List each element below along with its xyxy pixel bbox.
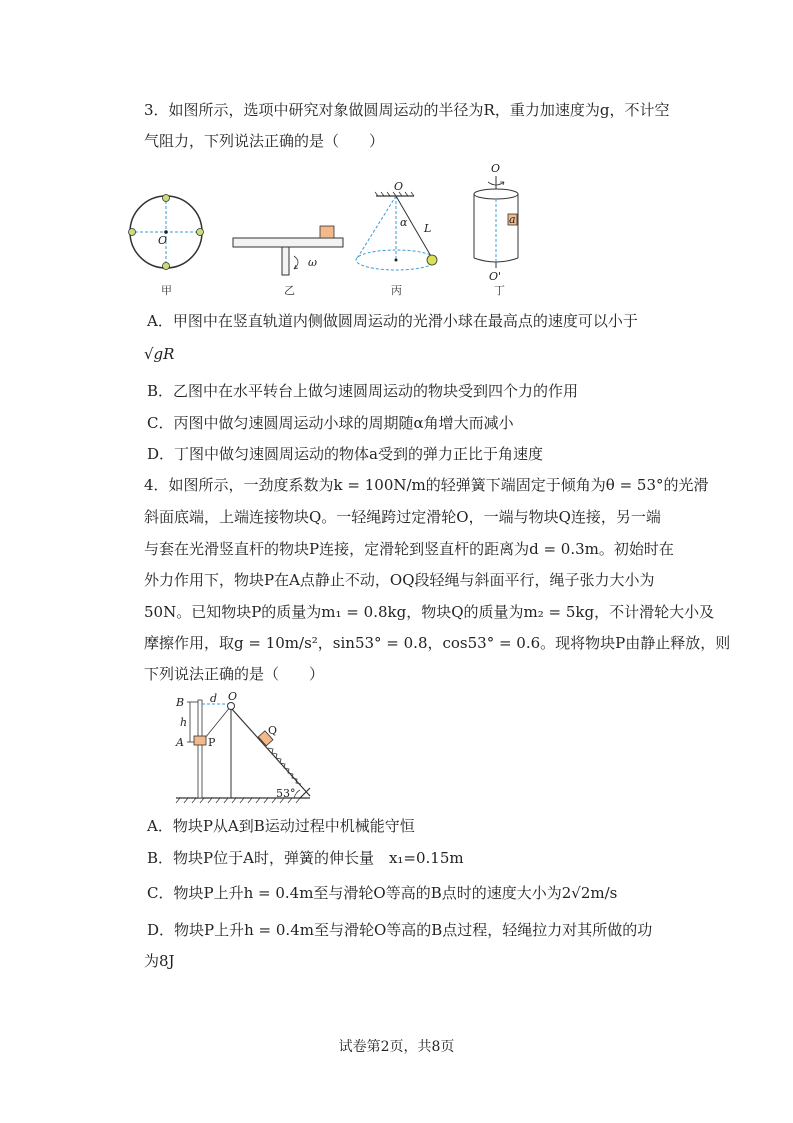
q4-option-d-cont: 为8J (144, 952, 175, 970)
q3-option-a: A．甲图中在竖直轨道内侧做圆周运动的光滑小球在最高点的速度可以小于 (147, 312, 638, 330)
q3-stem-line2: 气阻力，下列说法正确的是（ ） (144, 132, 385, 150)
q3-stem-line1: 3．如图所示，选项中研究对象做圆周运动的半径为R，重力加速度为g，不计空 (144, 101, 670, 119)
q4-label-P: P (208, 736, 216, 749)
figure-yi (230, 222, 350, 282)
caption-yi: 乙 (284, 284, 295, 297)
q4-label-A: A (176, 736, 184, 749)
figure-q4 (170, 690, 320, 806)
ding-bottom-label: O' (489, 270, 502, 283)
q4-label-d: d (210, 692, 218, 705)
q4-stem-line7: 下列说法正确的是（ ） (144, 665, 325, 683)
q3-option-c: C．丙图中做匀速圆周运动小球的周期随α角增大而减小 (147, 414, 514, 432)
yi-omega-label: ω (308, 256, 317, 269)
q4-label-B: B (176, 696, 185, 709)
q4-option-d: D．物块P上升h = 0.4m至与滑轮O等高的B点过程，轻绳拉力对其所做的功 (147, 921, 653, 939)
jia-center-label: O (158, 234, 168, 247)
page-footer: 试卷第2页，共8页 (338, 1039, 455, 1055)
bing-alpha-label: α (400, 216, 408, 229)
q4-option-c: C．物块P上升h = 0.4m至与滑轮O等高的B点时的速度大小为2√2m/s (147, 884, 618, 902)
q4-stem-line3: 与套在光滑竖直杆的物块P连接，定滑轮到竖直杆的距离为d = 0.3m。初始时在 (144, 540, 674, 558)
q4-label-O: O (228, 690, 238, 703)
q3-option-b: B．乙图中在水平转台上做匀速圆周运动的物块受到四个力的作用 (147, 382, 579, 400)
q4-label-h: h (180, 716, 188, 729)
figure-ding (468, 162, 528, 284)
ding-block-label: a (509, 213, 516, 226)
q4-label-angle: 53° (276, 787, 296, 800)
caption-ding: 丁 (494, 284, 505, 297)
q3-option-d: D．丁图中做匀速圆周运动的物体a受到的弹力正比于角速度 (147, 445, 543, 463)
figure-bing (352, 180, 452, 280)
figure-jia (128, 194, 208, 274)
ding-top-label: O (491, 162, 501, 175)
q4-option-b: B．物块P位于A时，弹簧的伸长量 x₁=0.15m (147, 849, 464, 867)
caption-jia: 甲 (161, 284, 172, 297)
caption-bing: 丙 (391, 284, 402, 297)
q4-stem-line5: 50N。已知物块P的质量为m₁ = 0.8kg，物块Q的质量为m₂ = 5kg，不计滑轮大小及 (144, 603, 715, 621)
q4-label-Q: Q (268, 724, 278, 737)
q4-stem-line1: 4．如图所示，一劲度系数为k = 100N/m的轻弹簧下端固定于倾角为θ = 53°的光滑 (144, 476, 709, 494)
q4-option-a: A．物块P从A到B运动过程中机械能守恒 (147, 817, 415, 835)
q3-option-a-sqrt: √gR (144, 345, 175, 363)
q4-stem-line6: 摩擦作用，取g = 10m/s²，sin53° = 0.8，cos53° = 0.6。现将物块P由静止释放，则 (144, 634, 731, 652)
bing-L-label: L (424, 222, 432, 235)
q4-stem-line2: 斜面底端，上端连接物块Q。一轻绳跨过定滑轮O，一端与物块Q连接，另一端 (144, 508, 661, 526)
bing-top-label: O (394, 180, 404, 193)
q4-stem-line4: 外力作用下，物块P在A点静止不动，OQ段轻绳与斜面平行，绳子张力大小为 (144, 571, 655, 589)
